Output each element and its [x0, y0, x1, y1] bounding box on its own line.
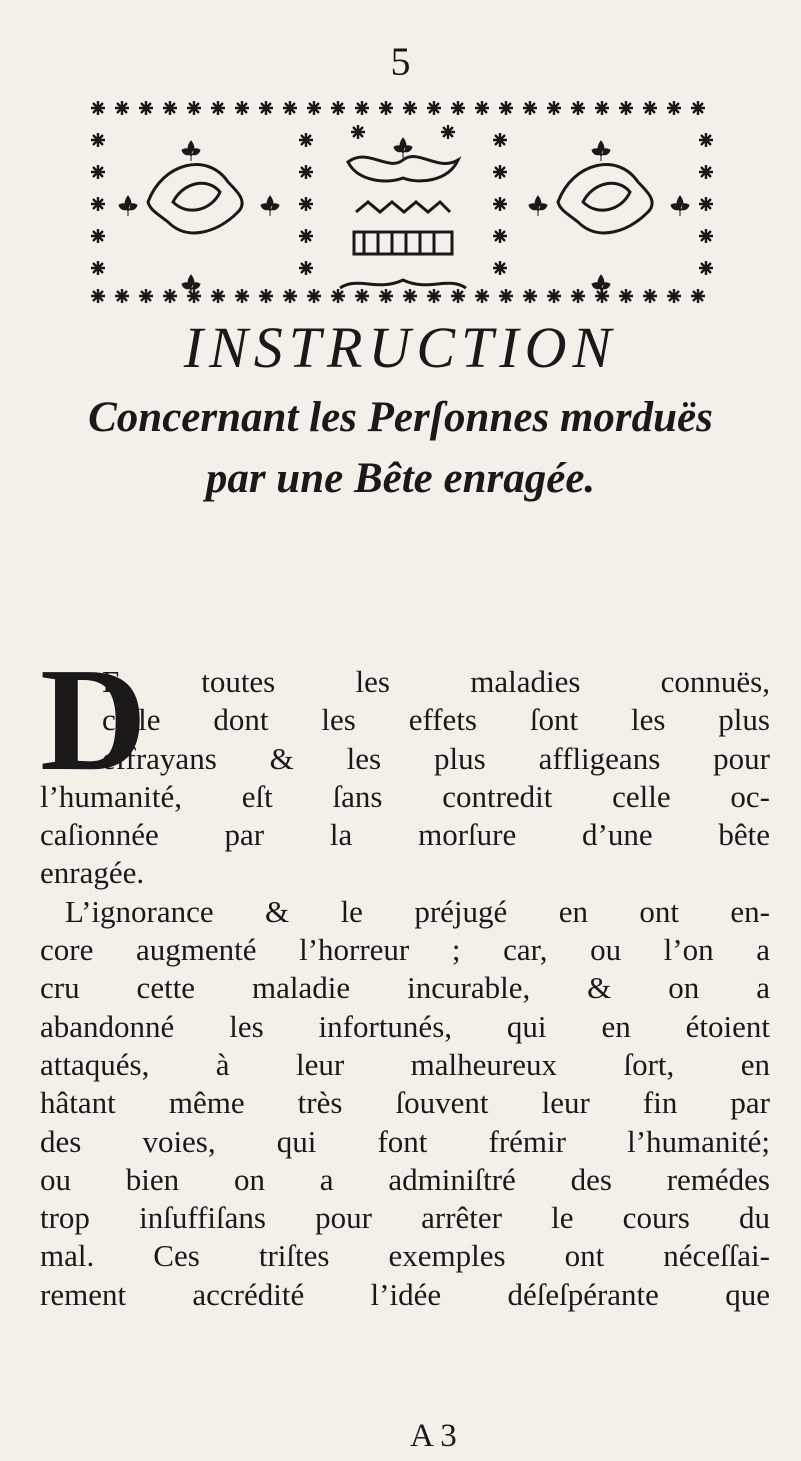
body-paragraph [40, 638, 770, 1314]
text-line: attaqués, à leur malheureux ſort, en [40, 1046, 770, 1082]
text-line: trop inſuffiſans pour arrêter le cours du [40, 1200, 770, 1236]
headpiece-ornament-icon [88, 92, 718, 306]
signature-mark: A 3 [410, 1418, 457, 1454]
text-line: mal. Ces triſtes exemples ont néceſſai- [40, 1238, 770, 1274]
text-line: core augmenté l’horreur ; car, ou l’on a [40, 932, 770, 968]
text-line: l’humanité, eſt ſans contredit celle oc- [40, 778, 770, 814]
text-line: hâtant même très ſouvent leur fin par [40, 1085, 770, 1121]
drop-cap: D [40, 638, 147, 802]
text-line: abandonné les infortunés, qui en étoient [40, 1008, 770, 1044]
page-number: 5 [390, 39, 411, 84]
text-line: ou bien on a adminiſtré des remédes [40, 1161, 770, 1197]
text-line: celle dont les effets ſont les plus [102, 702, 770, 738]
page-title: INSTRUCTION [183, 315, 618, 380]
text-line: enragée. [40, 855, 145, 891]
text-line: des voies, qui font frémir l’humanité; [40, 1123, 770, 1159]
text-line: cru cette maladie incurable, & on a [40, 970, 770, 1006]
subtitle-line-2: par une Bête enragée. [205, 455, 596, 502]
decorative-headpiece [88, 92, 718, 306]
text-line: caſionnée par la morſure d’une bête [40, 817, 770, 853]
text-line: effrayans & les plus affligeans pour [102, 740, 770, 776]
text-line: L’ignorance & le préjugé en ont en- [65, 893, 770, 929]
subtitle-line-1: Concernant les Perſonnes morduës [88, 394, 713, 441]
text-line: E toutes les maladies connuës, [102, 664, 770, 699]
text-line: rement accrédité l’idée déſeſpérante que [40, 1276, 770, 1312]
